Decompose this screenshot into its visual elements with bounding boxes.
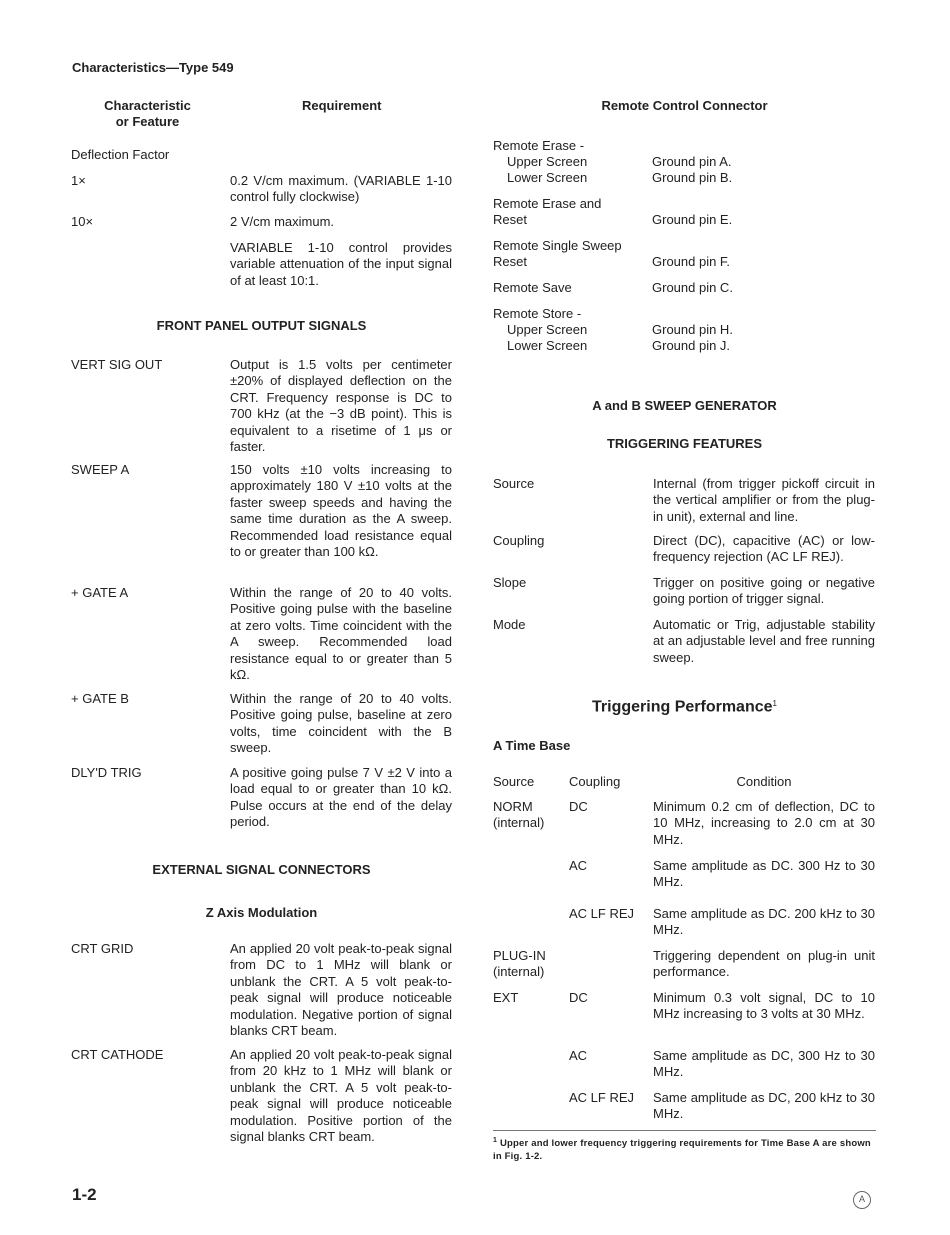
publisher-logo-icon: [853, 1191, 871, 1209]
gate-b-label: + GATE B: [71, 691, 129, 706]
external-connectors-heading: EXTERNAL SIGNAL CONNECTORS: [152, 862, 371, 877]
triggering-features-heading: TRIGGERING FEATURES: [606, 436, 763, 451]
remote-erase-upper-label: Upper Screen: [507, 154, 588, 169]
remote-erase-reset-label: Remote Erase and Reset: [493, 196, 602, 228]
perf-row-condition: Minimum 0.2 cm of deflection, DC to 10 MHz, increasing to 2.0 cm at 30 MHz.: [653, 799, 875, 847]
page-header-title: Characteristics—Type 549: [72, 60, 234, 75]
dlyd-trig-requirement: A positive going pulse 7 V ±2 V into a load equal to or greater than 10 kΩ. Pulse occurs at the end of the delay period.: [230, 765, 452, 830]
trigger-source-label: Source: [493, 476, 535, 491]
perf-row-condition: Same amplitude as DC. 300 Hz to 30 MHz.: [653, 858, 875, 890]
perf-row-source: PLUG-IN (internal): [493, 948, 546, 980]
remote-save-label: Remote Save: [493, 280, 572, 295]
perf-col-source: Source: [493, 774, 535, 789]
remote-store-label: Remote Store -: [493, 306, 582, 321]
deflection-10x-label: 10×: [71, 214, 94, 229]
footnote-text-marker: 1: [493, 1137, 498, 1144]
footnote-divider: [493, 1130, 876, 1131]
deflection-10x-requirement: 2 V/cm maximum.: [230, 214, 335, 229]
time-base-label: A Time Base: [493, 738, 571, 753]
vert-sig-out-label: VERT SIG OUT: [71, 357, 163, 372]
deflection-1x-label: 1×: [71, 173, 86, 188]
perf-row-coupling: DC: [569, 990, 588, 1005]
trigger-mode-label: Mode: [493, 617, 526, 632]
perf-col-coupling: Coupling: [569, 774, 621, 789]
remote-erase-label: Remote Erase -: [493, 138, 585, 153]
remote-single-sweep-value: Ground pin F.: [652, 254, 731, 269]
remote-store-upper-label: Upper Screen: [507, 322, 588, 337]
perf-row-coupling: AC LF REJ: [569, 1090, 635, 1105]
remote-erase-reset-value: Ground pin E.: [652, 212, 733, 227]
dlyd-trig-label: DLY'D TRIG: [71, 765, 142, 780]
remote-save-value: Ground pin C.: [652, 280, 733, 295]
z-axis-heading: Z Axis Modulation: [205, 905, 318, 920]
triggering-performance-title: Triggering Performance: [592, 698, 773, 716]
perf-row-condition: Same amplitude as DC. 200 kHz to 30 MHz.: [653, 906, 875, 938]
trigger-coupling-requirement: Direct (DC), capacitive (AC) or low-frequency rejection (AC LF REJ).: [653, 533, 875, 565]
perf-row-condition: Triggering dependent on plug-in unit performance.: [653, 948, 875, 980]
remote-store-upper-value: Ground pin H.: [652, 322, 733, 337]
remote-store-lower-value: Ground pin J.: [652, 338, 731, 353]
page-number: 1-2: [72, 1185, 97, 1204]
deflection-factor-label: Deflection Factor: [71, 147, 170, 162]
column-heading-characteristic: Characteristic or Feature: [104, 98, 191, 129]
perf-row-condition: Same amplitude as DC, 200 kHz to 30 MHz.: [653, 1090, 875, 1122]
crt-cathode-label: CRT CATHODE: [71, 1047, 164, 1062]
perf-row-condition: Same amplitude as DC, 300 Hz to 30 MHz.: [653, 1048, 875, 1080]
perf-col-condition: Condition: [736, 774, 792, 789]
perf-row-source: EXT: [493, 990, 519, 1005]
remote-erase-lower-label: Lower Screen: [507, 170, 588, 185]
trigger-slope-label: Slope: [493, 575, 527, 590]
trigger-coupling-label: Coupling: [493, 533, 545, 548]
remote-erase-upper-value: Ground pin A.: [652, 154, 732, 169]
sweep-a-requirement: 150 volts ±10 volts increasing to approximately 180 V ±10 volts at the faster sweep speeds and having the same time duration as the A sweep. Recommended load resistance equal to or greater than 100 kΩ.: [230, 462, 452, 560]
logo-letter: A: [858, 1194, 865, 1204]
trigger-mode-requirement: Automatic or Trig, adjustable stability at an adjustable level and free running sweep.: [653, 617, 875, 665]
column-heading-requirement: Requirement: [302, 98, 382, 113]
crt-grid-label: CRT GRID: [71, 941, 134, 956]
remote-control-heading: Remote Control Connector: [601, 98, 768, 113]
remote-single-sweep-label: Remote Single Sweep Reset: [493, 238, 622, 270]
perf-row-condition: Minimum 0.3 volt signal, DC to 10 MHz increasing to 3 volts at 30 MHz.: [653, 990, 875, 1022]
front-panel-heading: FRONT PANEL OUTPUT SIGNALS: [156, 318, 367, 333]
gate-a-requirement: Within the range of 20 to 40 volts. Positive going pulse with the baseline at zero volts. Time coincident with the A sweep. Recommended load resistance equal to or greater than 5 kΩ.: [230, 585, 452, 683]
perf-row-coupling: DC: [569, 799, 588, 814]
vert-sig-out-requirement: Output is 1.5 volts per centimeter ±20% of displayed deflection on the CRT. Frequency response is DC to 700 kHz (at the −3 dB point). This is equivalent to a risetime of 1 μs or faster.: [230, 357, 452, 455]
variable-control-requirement: VARIABLE 1-10 control provides variable attenuation of the input signal of at least 10:1.: [230, 240, 452, 288]
triggering-performance-heading: [493, 696, 876, 716]
deflection-1x-requirement: 0.2 V/cm maximum. (VARIABLE 1-10 control fully clockwise): [230, 173, 452, 205]
trigger-source-requirement: Internal (from trigger pickoff circuit in the vertical amplifier or from the plug-in unit), external and line.: [653, 476, 875, 524]
crt-grid-requirement: An applied 20 volt peak-to-peak signal from DC to 1 MHz will blank or unblank the CRT. A 5 volt peak-to-peak signal will produce noticeable modulation. Negative portion of signal blanks CRT beam.: [230, 941, 452, 1039]
gate-b-requirement: Within the range of 20 to 40 volts. Positive going pulse, baseline at zero volts, time coincident with the B sweep.: [230, 691, 452, 756]
perf-row-source: NORM (internal): [493, 799, 545, 831]
crt-cathode-requirement: An applied 20 volt peak-to-peak signal from 20 kHz to 1 MHz will blank or unblank the CRT. A 5 volt peak-to-peak signal will produce noticeable modulation. Positive portion of the signal blanks CRT beam.: [230, 1047, 452, 1145]
gate-a-label: + GATE A: [71, 585, 129, 600]
perf-row-coupling: AC: [569, 858, 588, 873]
trigger-slope-requirement: Trigger on positive going or negative going portion of trigger signal.: [653, 575, 875, 607]
remote-erase-lower-value: Ground pin B.: [652, 170, 733, 185]
sweep-generator-heading: A and B SWEEP GENERATOR: [592, 398, 777, 413]
perf-row-coupling: AC LF REJ: [569, 906, 635, 921]
footnote-text: [493, 1134, 876, 1163]
sweep-a-label: SWEEP A: [71, 462, 130, 477]
perf-row-coupling: AC: [569, 1048, 588, 1063]
footnote-body: Upper and lower frequency triggering requirements for Time Base A are shown in Fig. 1-2.: [493, 1138, 871, 1163]
footnote-marker: 1: [772, 699, 777, 708]
remote-store-lower-label: Lower Screen: [507, 338, 588, 353]
